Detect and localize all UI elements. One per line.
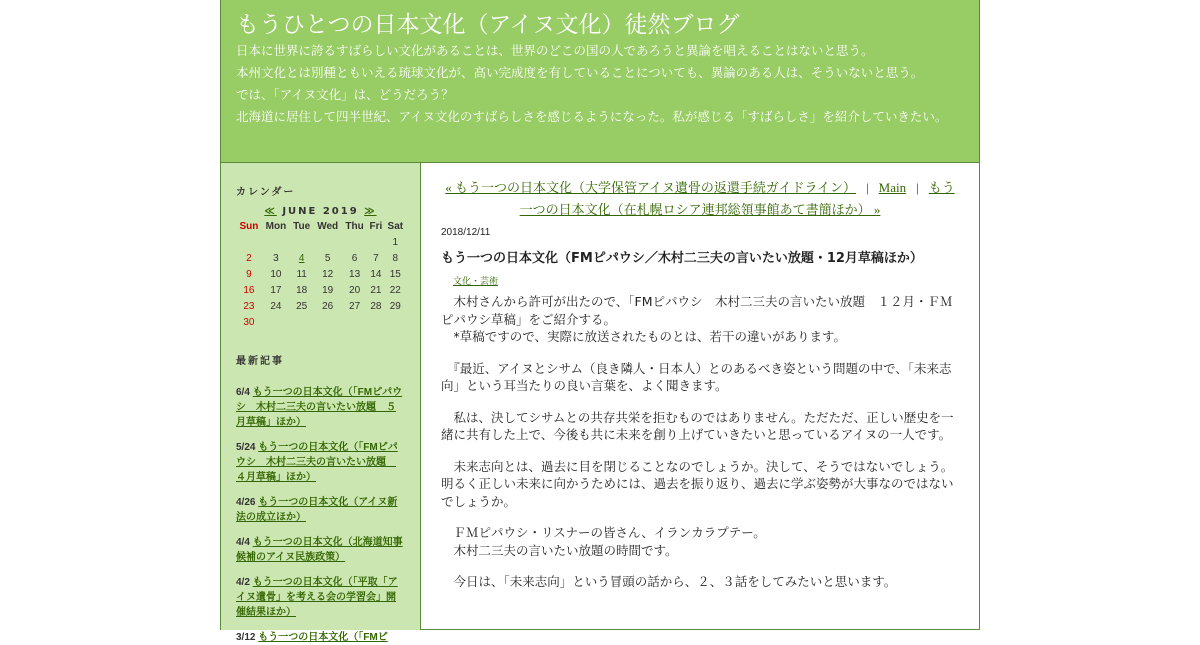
sidebar: [221, 163, 421, 643]
calendar-day: 22: [389, 284, 401, 296]
recent-post-date: 4/26: [236, 497, 256, 508]
calendar-day: 16: [243, 284, 255, 296]
post-category-link[interactable]: 文化・芸術: [453, 277, 499, 287]
calendar-day: 3: [273, 252, 279, 264]
calendar-day: 12: [322, 268, 334, 280]
recent-post-link[interactable]: もう一つの日本文化（「FMピパウシ 木村二三夫の言いたい放題 ５月草稿」ほか）: [236, 387, 403, 428]
calendar-day: 24: [270, 300, 282, 312]
recent-post-link[interactable]: もう一つの日本文化（北海道知事候補のアイヌ民族政策）: [236, 537, 403, 563]
calendar-weekday: Tue: [293, 221, 311, 232]
calendar-day: 5: [324, 252, 331, 264]
recent-post-date: 6/4: [236, 387, 250, 398]
recent-post-item: [236, 385, 405, 430]
recent-post-link[interactable]: もう一つの日本文化（「FMピパウシ 木村二三夫の言いたい放題 ４月草稿」ほか）: [236, 442, 398, 483]
recent-post-link[interactable]: もう一つの日本文化（アイヌ新法の成立ほか）: [236, 497, 398, 523]
calendar-day: 11: [296, 268, 307, 280]
calendar-day: 25: [296, 300, 308, 312]
calendar-day: [342, 314, 367, 330]
calendar-day: [367, 314, 385, 330]
calendar-day: 9: [246, 268, 252, 280]
calendar-weekday: Wed: [317, 221, 339, 232]
calendar-day: 27: [349, 300, 361, 312]
post-title: もう一つの日本文化（FMピパウシ／木村二三夫の言いたい放題・12月草稿ほか）: [441, 251, 923, 266]
nav-separator: |: [866, 180, 869, 195]
recent-heading: 最新記事: [236, 356, 284, 367]
calendar-day: [290, 234, 313, 250]
description-line: 日本に世界に誇るすばらしい文化があることは、世界のどこの国の人であろうと異論を唱えることはないと思う。: [236, 43, 874, 58]
post-navigation: [441, 177, 959, 221]
calendar-day: [313, 314, 342, 330]
calendar-week: [236, 266, 406, 282]
calendar-prev-link[interactable]: ≪: [264, 206, 277, 217]
description-line: では、「アイヌ文化」は、どうだろう？: [236, 87, 454, 102]
calendar-day: 30: [243, 316, 255, 328]
recent-post-date: 4/2: [236, 577, 250, 588]
recent-post-date: 4/4: [236, 537, 250, 548]
calendar-day: [262, 234, 290, 250]
calendar-day: 8: [392, 252, 399, 264]
calendar-day: 10: [270, 268, 282, 280]
calendar-day: 13: [349, 268, 361, 280]
calendar-day: 2: [246, 252, 252, 264]
post-paragraph: 今日は、「未来志向」という冒頭の話から、２、３話をしてみたいと思います。: [441, 574, 897, 589]
recent-post-link[interactable]: もう一つの日本文化（「平取「アイヌ遺骨」を考える会の学習会」開催結果ほか）: [236, 577, 398, 618]
main-link[interactable]: Main: [878, 180, 907, 195]
post-date: 2018/12/11: [441, 227, 491, 238]
calendar-day: 20: [349, 284, 361, 296]
page-container: [220, 0, 980, 643]
recent-post-item: [236, 535, 405, 565]
recent-post-item: [236, 495, 405, 525]
post-paragraph: 『最近、アイヌとシサム（良き隣人・日本人）とのあるべき姿という問題の中で、「未来志向」という耳当たりの良い言葉を、よく聞きます。: [441, 360, 952, 393]
blog-title[interactable]: もうひとつの日本文化（アイヌ文化）徒然ブログ: [236, 12, 740, 38]
calendar-weekday: Thu: [345, 221, 364, 232]
calendar-day: [342, 234, 367, 250]
calendar-week: [236, 234, 406, 250]
recent-post-item: [236, 440, 405, 485]
calendar-day: [262, 314, 290, 330]
post-paragraph: 木村さんから許可が出たので、「FMピパウシ 木村二三夫の言いたい放題 １２月・ＦＭピパウシ草稿」をご紹介する。 *草稿ですので、実際に放送されたものとは、若干の違いがあります。: [441, 294, 953, 344]
post-body: [441, 293, 959, 591]
calendar-day: 23: [243, 300, 255, 312]
recent-post-item: [236, 575, 405, 620]
calendar-weekday: Sat: [387, 221, 404, 232]
calendar-week: [236, 298, 406, 314]
calendar-day: 17: [270, 284, 282, 296]
calendar-month: JUNE 2019: [282, 206, 359, 217]
calendar-day: 7: [373, 252, 379, 264]
calendar-day: 28: [370, 300, 382, 312]
calendar-day: 15: [389, 268, 401, 280]
calendar-day: 14: [370, 268, 382, 280]
calendar-day: 18: [296, 284, 308, 296]
calendar-day: [367, 234, 385, 250]
calendar-weekday: Fri: [369, 221, 383, 232]
calendar-heading: カレンダー: [236, 187, 296, 198]
calendar-day: 1: [392, 236, 399, 248]
calendar-week: [236, 282, 406, 298]
calendar-table: [236, 219, 406, 330]
post-paragraph: ＦＭピパウシ・リスナーの皆さん、イランカラプテー。 木村二三夫の言いたい放題の時間です。: [453, 525, 766, 558]
recent-post-item: [236, 630, 405, 645]
calendar-day: 26: [322, 300, 334, 312]
post-paragraph: 未来志向とは、過去に目を閉じることなのでしょうか。決して、そうではないでしょう。明るく正しい未来に向かうためには、過去を振り返り、過去に学ぶ姿勢が大事なのではないでしょうか。: [441, 458, 954, 509]
calendar-day[interactable]: 4: [298, 252, 305, 264]
blog-header: [221, 0, 979, 163]
next-post-link[interactable]: もう一つの日本文化（在札幌ロシア連邦総領事館あて書簡ほか） »: [519, 180, 955, 217]
main-content: [421, 163, 979, 630]
calendar-week: [236, 314, 406, 330]
calendar-weekday: Sun: [239, 221, 259, 232]
calendar-day: 19: [322, 284, 334, 296]
calendar-day: [385, 314, 406, 330]
description-line: 本州文化とは別種ともいえる琉球文化が、高い完成度を有していることについても、異論のある人は、そういないと思う。: [236, 65, 924, 80]
calendar-day: [313, 234, 342, 250]
calendar-day: 21: [370, 284, 382, 296]
blog-description: [236, 40, 964, 128]
calendar-weekday: Mon: [265, 221, 287, 232]
recent-post-link[interactable]: もう一つの日本文化（「FMピ: [258, 632, 388, 643]
calendar-day: [236, 234, 262, 250]
calendar-day: [290, 314, 313, 330]
calendar-week: [236, 250, 406, 266]
recent-post-date: 3/12: [236, 632, 256, 643]
calendar-next-link[interactable]: ≫: [364, 206, 377, 217]
calendar-day: 29: [389, 300, 401, 312]
prev-post-link[interactable]: « もう一つの日本文化（大学保管アイヌ遺骨の返還手続ガイドライン）: [445, 180, 857, 195]
calendar-day: 6: [351, 252, 358, 264]
post-paragraph: 私は、決してシサムとの共存共栄を拒むものではありません。ただただ、正しい歴史を一緒に共有した上で、今後も共に未来を創り上げていきたいと思っているアイヌの一人です。: [441, 409, 954, 442]
nav-separator: |: [916, 180, 919, 195]
description-line: 北海道に居住して四半世紀、アイヌ文化のすばらしさを感じるようになった。私が感じる「すばらしさ」を紹介していきたい。: [236, 109, 948, 124]
recent-posts: [236, 352, 405, 645]
calendar-header: [236, 206, 405, 217]
recent-post-date: 5/24: [236, 442, 256, 453]
